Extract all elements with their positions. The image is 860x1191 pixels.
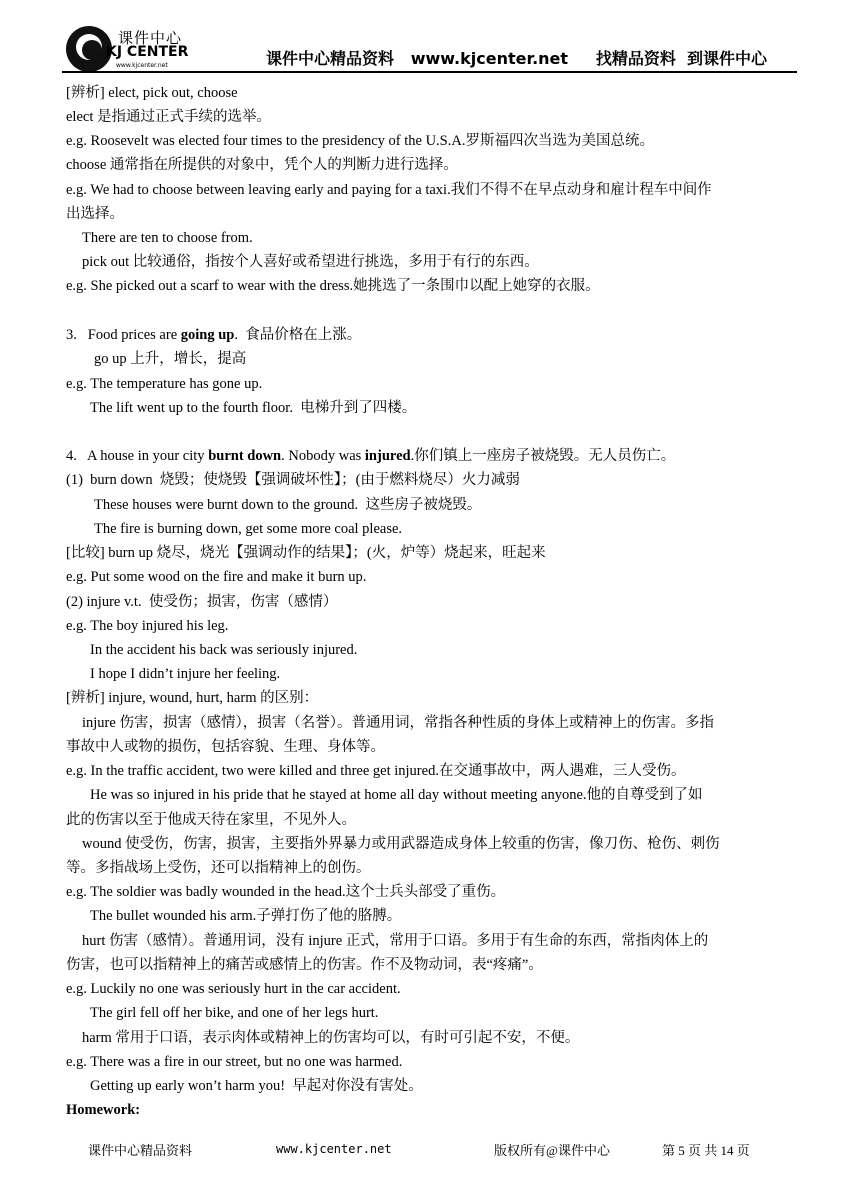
text-run: 4. A house in your city [66,448,209,464]
text-line: The bullet wounded his arm.子弹打伤了他的胳膊。 [90,908,402,924]
text-line: 事故中人或物的损伤，包括容貌、生理、身体等。 [66,739,385,755]
footer-page-number: 第 5 页 共 14 页 [662,1143,750,1158]
text-line: e.g. In the traffic accident, two were killed and three get injured.在交通事故中，两人遇难，三人受伤。 [66,763,686,779]
logo-english-text: KJ CENTER [106,44,189,60]
text-line: 伤害，也可以指精神上的痛苦或感情上的伤害。作不及物动词，表“疼痛”。 [66,957,543,973]
text-run: 3. Food prices are [66,327,181,343]
text-line: injure 伤害，损害（感情），损害（名誉）。普通用词，常指各种性质的身体上或精神上的伤害。多指 [82,715,714,731]
logo-chinese-text: 课件中心 [118,29,183,47]
text-run: . 食品价格在上涨。 [234,327,362,343]
text-run: .你们镇上一座房子被烧毁。无人员伤亡。 [410,448,676,464]
text-line: These houses were burnt down to the ground. 这些房子被烧毁。 [94,497,482,513]
text-line: 等。多指战场上受伤，还可以指精神上的创伤。 [66,860,371,876]
text-line: I hope I didn’t injure her feeling. [90,666,281,682]
text-line: wound 使受伤，伤害，损害，主要指外界暴力或用武器造成身体上较重的伤害，像刀伤、枪伤、刺伤 [82,836,720,852]
text-line: In the accident his back was seriously injured. [90,642,358,658]
footer-left-text: 课件中心精品资料 [88,1143,193,1158]
text-line: (2) injure v.t. 使受伤；损害，伤害（感情） [66,594,338,610]
text-line: elect 是指通过正式手续的选举。 [66,109,271,125]
section-3-heading [66,326,361,344]
text-line: Getting up early won’t harm you! 早起对你没有害处。 [90,1078,423,1094]
text-line: e.g. There was a fire in our street, but no one was harmed. [66,1054,403,1070]
text-line: pick out 比较通俗，指按个人喜好或希望进行挑选，多用于有行的东西。 [82,254,539,270]
header-divider [62,71,797,73]
text-line: choose 通常指在所提供的对象中，凭个人的判断力进行选择。 [66,157,458,173]
text-line: e.g. We had to choose between leaving early and paying for a taxi.我们不得不在早点动身和雇计程车中间作 [66,182,712,198]
text-line: The lift went up to the fourth floor. 电梯升到了四楼。 [90,400,417,416]
text-line: (1) burn down 烧毁；使烧毁【强调破坏性】；(由于燃料烧尽）火力减弱 [66,472,520,488]
text-line: There are ten to choose from. [82,230,253,246]
bold-phrase: burnt down [208,448,282,464]
text-line: [辨析] elect, pick out, choose [66,85,238,101]
text-line: e.g. Put some wood on the fire and make it burn up. [66,569,367,585]
text-run: . Nobody was [281,448,365,464]
footer-url: www.kjcenter.net [276,1142,392,1156]
text-line: e.g. She picked out a scarf to wear with the dress.她挑选了一条围巾以配上她穿的衣服。 [66,278,600,294]
footer-copyright: 版权所有@课件中心 [494,1143,610,1158]
section-4-heading [66,447,675,465]
text-line: harm 常用于口语，表示肉体或精神上的伤害均可以，有时可引起不安，不便。 [82,1030,580,1046]
text-line: 出选择。 [66,206,124,222]
text-line: [比较] burn up 烧尽，烧光【强调动作的结果】；(火，炉等）烧起来，旺起来 [66,545,546,561]
text-line: 此的伤害以至于他成天待在家里，不见外人。 [66,812,356,828]
text-line: The fire is burning down, get some more coal please. [94,521,403,537]
text-line: [辨析] injure, wound, hurt, harm 的区别： [66,690,319,706]
logo-url-text: www.kjcenter.net [116,62,168,69]
text-line: e.g. The soldier was badly wounded in the head.这个士兵头部受了重伤。 [66,884,506,900]
homework-heading: Homework: [66,1102,141,1118]
bold-phrase: injured [364,448,411,464]
text-line: hurt 伤害（感情）。普通用词，没有 injure 正式，常用于口语。多用于有生命的东西，常指肉体上的 [82,933,709,949]
bold-phrase: going up [180,327,235,343]
text-line: e.g. The boy injured his leg. [66,618,229,634]
text-line: He was so injured in his pride that he stayed at home all day without meeting anyone.他的自尊受到了如 [90,787,703,803]
text-line: go up 上升，增长，提高 [94,351,247,367]
header-banner: 课件中心精品资料 www.kjcenter.net 找精品资料 到课件中心 [266,49,768,68]
text-line: e.g. Roosevelt was elected four times to the presidency of the U.S.A.罗斯福四次当选为美国总统。 [66,133,654,149]
page-header [62,22,797,74]
text-line: e.g. Luckily no one was seriously hurt in the car accident. [66,981,401,997]
text-line: e.g. The temperature has gone up. [66,376,263,392]
kjcenter-logo [62,22,212,74]
text-line: The girl fell off her bike, and one of her legs hurt. [90,1005,379,1021]
